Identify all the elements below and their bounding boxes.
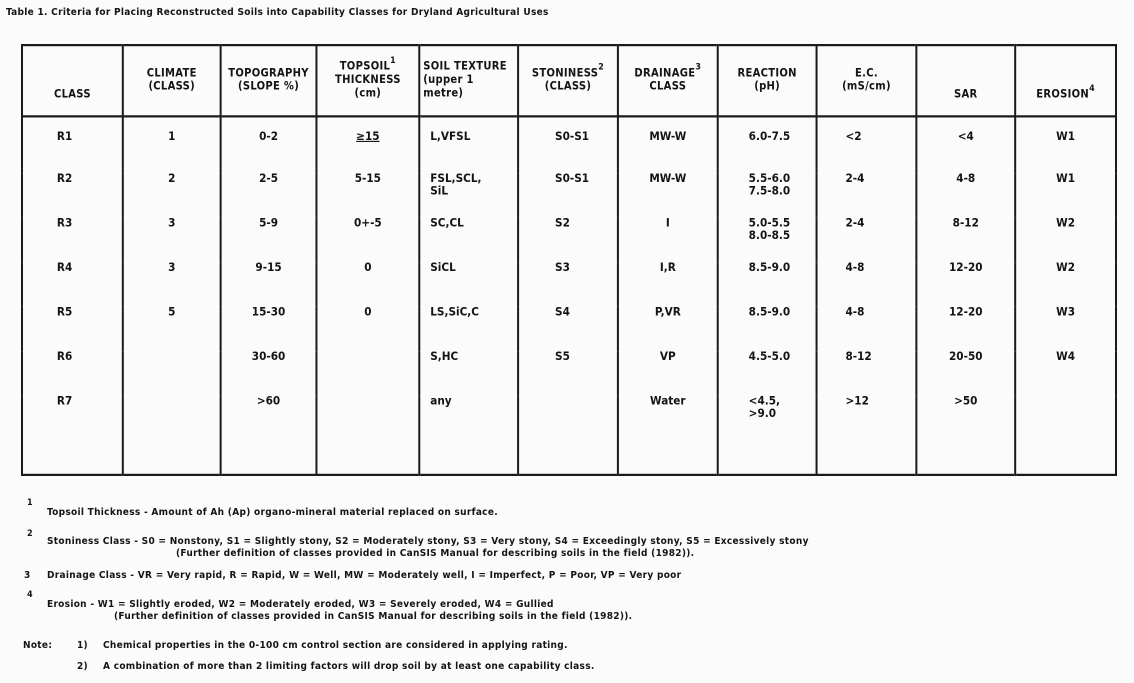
cell-sar: 12-20	[916, 307, 1015, 352]
table-row	[22, 262, 1116, 307]
footnote-3: Drainage Class - VR = Very rapid, R = Rapid, W = Well, MW = Moderately well, I = Imperfect, P = Poor, VP = Very poor	[47, 570, 682, 581]
footnote-4: Erosion - W1 = Slightly eroded, W2 = Moderately eroded, W3 = Severely eroded, W4 = Gullied	[47, 599, 554, 610]
note-2: A combination of more than 2 limiting factors will drop soil by at least one capability class.	[103, 661, 595, 672]
cell-drainage: Water	[618, 396, 718, 475]
note-1-number: 1)	[77, 640, 88, 651]
table-row	[22, 116, 1116, 173]
cell-drainage: MW-W	[618, 116, 718, 173]
cell-drainage: I	[618, 218, 718, 263]
footnote-marker-2: 2	[27, 529, 33, 539]
cell-class: R3	[22, 218, 123, 263]
cell-erosion: W2	[1015, 218, 1116, 263]
footnote-ref-3: 3	[695, 61, 702, 72]
cell-erosion: W1	[1015, 173, 1116, 218]
cell-topsoil: 0	[316, 262, 419, 307]
cell-drainage: MW-W	[618, 173, 718, 218]
header-topsoil-thickness: TOPSOIL$^1$ THICKNESS (cm)	[316, 45, 419, 116]
cell-reaction: 8.5-9.0	[718, 262, 817, 307]
notes-label: Note:	[23, 640, 53, 651]
header-drainage: DRAINAGE$^3$ CLASS	[618, 45, 718, 116]
header-stoniness: STONINESS$^2$ (CLASS)	[518, 45, 618, 116]
cell-ec: 8-12	[817, 351, 917, 396]
cell-climate: 3	[123, 218, 221, 263]
cell-climate: 1	[123, 116, 221, 173]
header-class: CLASS	[22, 45, 123, 116]
cell-reaction: <4.5, >9.0	[718, 396, 817, 475]
cell-drainage: P,VR	[618, 307, 718, 352]
cell-sar: 8-12	[916, 218, 1015, 263]
header-soil-texture: SOIL TEXTURE (upper 1 metre)	[419, 45, 518, 116]
cell-erosion	[1015, 396, 1116, 475]
cell-topography: 0-2	[221, 116, 317, 173]
cell-reaction: 5.0-5.5 8.0-8.5	[718, 218, 817, 263]
note-1: Chemical properties in the 0-100 cm control section are considered in applying rating.	[103, 640, 568, 651]
footnote-4-continuation: (Further definition of classes provided in CanSIS Manual for describing soils in the field (1982)).	[114, 611, 633, 622]
cell-stoniness	[518, 396, 618, 475]
cell-topography: 15-30	[221, 307, 317, 352]
table-row	[22, 396, 1116, 475]
cell-sar: 20-50	[916, 351, 1015, 396]
footnote-ref-4: 4	[1089, 82, 1095, 93]
footnote-ref-1: 1	[390, 55, 397, 66]
footnote-2: Stoniness Class - S0 = Nonstony, S1 = Slightly stony, S2 = Moderately stony, S3 = Very stony, S4 = Exceedingly stony, S5 = Excessively stony	[47, 536, 809, 547]
cell-stoniness: S2	[518, 218, 618, 263]
cell-drainage: VP	[618, 351, 718, 396]
cell-topography: 9-15	[221, 262, 317, 307]
header-erosion: EROSION$^4$	[1015, 45, 1116, 116]
cell-drainage: I,R	[618, 262, 718, 307]
cell-erosion: W2	[1015, 262, 1116, 307]
footnote-marker-3: 3	[24, 570, 31, 581]
cell-topsoil	[316, 351, 419, 396]
table-row	[22, 173, 1116, 218]
cell-texture: FSL,SCL, SiL	[419, 173, 518, 218]
cell-reaction: 6.0-7.5	[718, 116, 817, 173]
header-sar: SAR	[916, 45, 1015, 116]
header-climate: CLIMATE (CLASS)	[123, 45, 221, 116]
cell-texture: SiCL	[419, 262, 518, 307]
footnote-marker-4: 4	[27, 590, 33, 600]
cell-topography: 30-60	[221, 351, 317, 396]
cell-texture: S,HC	[419, 351, 518, 396]
cell-texture: SC,CL	[419, 218, 518, 263]
cell-erosion: W1	[1015, 116, 1116, 173]
cell-class: R4	[22, 262, 123, 307]
cell-ec: 4-8	[817, 262, 917, 307]
cell-ec: >12	[817, 396, 917, 475]
cell-sar: >50	[916, 396, 1015, 475]
cell-climate: 3	[123, 262, 221, 307]
footnote-1: Topsoil Thickness - Amount of Ah (Ap) organo-mineral material replaced on surface.	[47, 507, 498, 518]
cell-stoniness: S0-S1	[518, 173, 618, 218]
header-row	[22, 45, 1116, 116]
cell-climate: 5	[123, 307, 221, 352]
table-row	[22, 218, 1116, 263]
cell-ec: <2	[817, 116, 917, 173]
cell-ec: 2-4	[817, 173, 917, 218]
cell-class: R2	[22, 173, 123, 218]
cell-topography: 2-5	[221, 173, 317, 218]
cell-stoniness: S3	[518, 262, 618, 307]
cell-climate	[123, 351, 221, 396]
cell-topsoil: 5-15	[316, 173, 419, 218]
cell-topsoil: 0+-5	[316, 218, 419, 263]
cell-climate	[123, 396, 221, 475]
cell-stoniness: S5	[518, 351, 618, 396]
cell-topography: 5-9	[221, 218, 317, 263]
cell-erosion: W3	[1015, 307, 1116, 352]
header-topography: TOPOGRAPHY (SLOPE %)	[221, 45, 317, 116]
cell-reaction: 8.5-9.0	[718, 307, 817, 352]
table-title: Table 1. Criteria for Placing Reconstructed Soils into Capability Classes for Dryland Agricultural Uses	[6, 7, 549, 18]
cell-texture: any	[419, 396, 518, 475]
cell-class: R6	[22, 351, 123, 396]
cell-class: R1	[22, 116, 123, 173]
cell-reaction: 5.5-6.0 7.5-8.0	[718, 173, 817, 218]
capability-criteria-table	[21, 44, 1117, 476]
note-2-number: 2)	[77, 661, 88, 672]
cell-class: R7	[22, 396, 123, 475]
footnote-marker-1: 1	[27, 498, 33, 508]
cell-sar: <4	[916, 116, 1015, 173]
header-ec: E.C. (mS/cm)	[817, 45, 917, 116]
cell-texture: L,VFSL	[419, 116, 518, 173]
cell-reaction: 4.5-5.0	[718, 351, 817, 396]
table-row	[22, 351, 1116, 396]
cell-texture: LS,SiC,C	[419, 307, 518, 352]
cell-climate: 2	[123, 173, 221, 218]
footnote-2-continuation: (Further definition of classes provided in CanSIS Manual for describing soils in the field (1982)).	[176, 548, 695, 559]
cell-stoniness: S0-S1	[518, 116, 618, 173]
header-reaction: REACTION (pH)	[718, 45, 817, 116]
table-row	[22, 307, 1116, 352]
cell-ec: 4-8	[817, 307, 917, 352]
cell-class: R5	[22, 307, 123, 352]
cell-stoniness: S4	[518, 307, 618, 352]
cell-topsoil	[316, 396, 419, 475]
cell-sar: 12-20	[916, 262, 1015, 307]
footnote-ref-2: 2	[598, 61, 605, 72]
cell-topsoil: 0	[316, 307, 419, 352]
cell-topography: >60	[221, 396, 317, 475]
cell-ec: 2-4	[817, 218, 917, 263]
cell-sar: 4-8	[916, 173, 1015, 218]
cell-erosion: W4	[1015, 351, 1116, 396]
cell-topsoil: ≥15	[316, 116, 419, 173]
